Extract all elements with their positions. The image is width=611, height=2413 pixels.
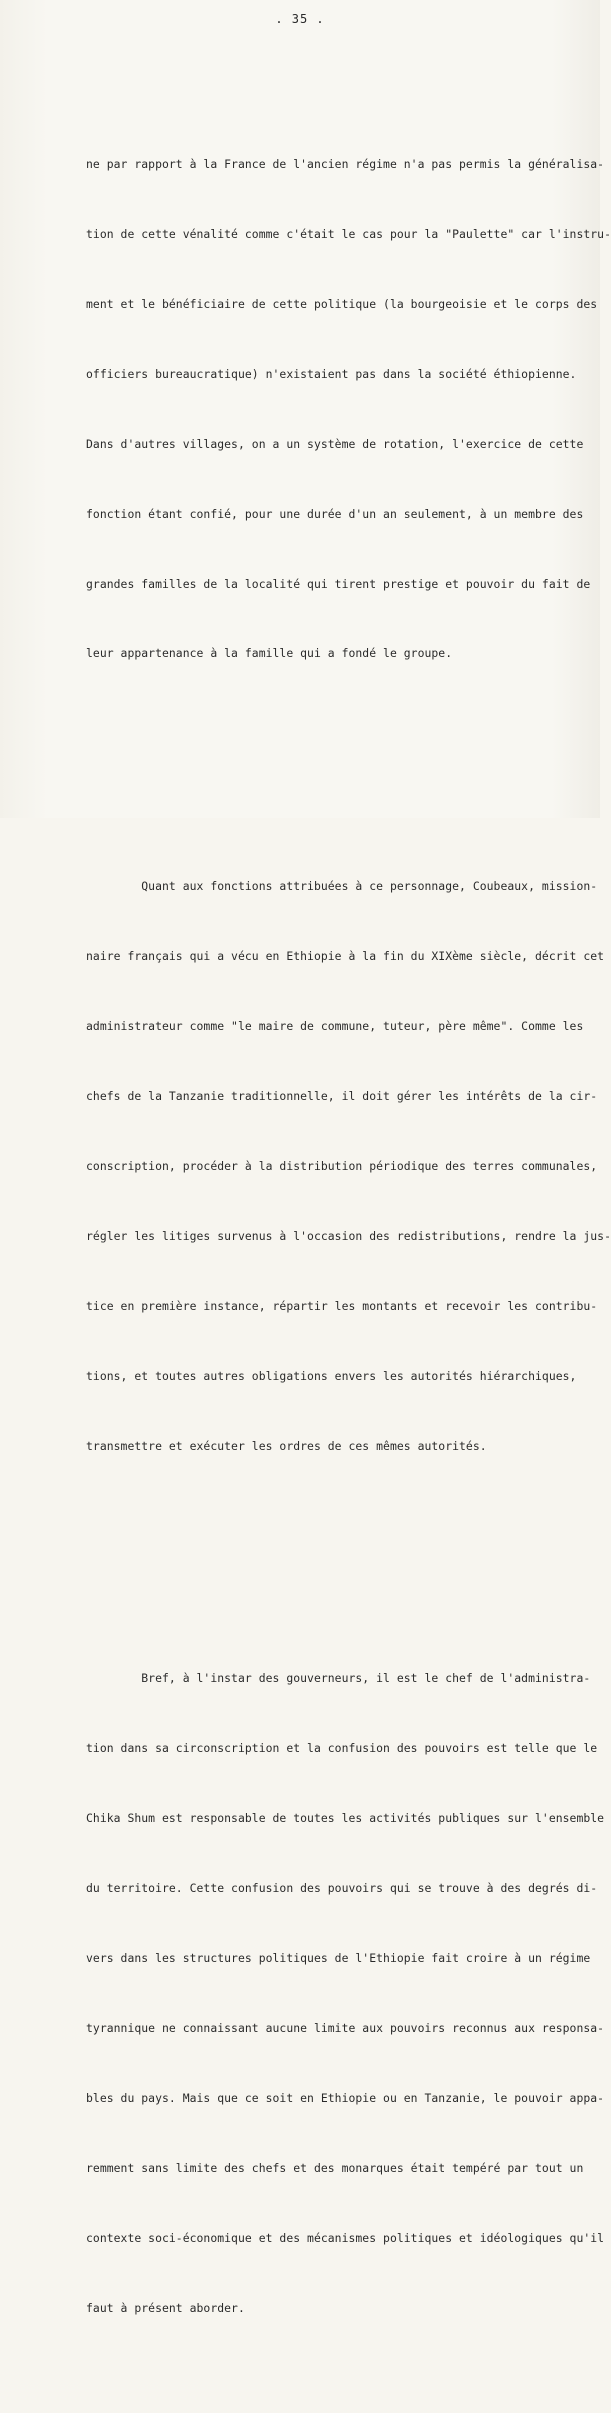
text-line: tyrannique ne connaissant aucune limite aux pouvoirs reconnus aux responsa- <box>86 2020 605 2035</box>
text-line: ment et le bénéficiaire de cette politique (la bourgeoisie et le corps des <box>86 296 598 311</box>
text-line: ne par rapport à la France de l'ancien régime n'a pas permis la généralisa- <box>86 157 605 172</box>
text-line: chefs de la Tanzanie traditionnelle, il doit gérer les intérêts de la cir- <box>86 1089 598 1104</box>
text-line: Chika Shum est responsable de toutes les activités publiques sur l'ensemble <box>86 1811 605 1826</box>
text-line: Quant aux fonctions attribuées à ce personnage, Coubeaux, mission- <box>86 879 598 894</box>
paragraph <box>86 1621 605 2367</box>
text-line: bles du pays. Mais que ce soit en Ethiopie ou en Tanzanie, le pouvoir appa- <box>86 2090 605 2105</box>
text-line: vers dans les structures politiques de l'Ethiopie fait croire à un régime <box>86 1951 591 1966</box>
text-line: officiers bureaucratique) n'existaient pas dans la société éthiopienne. <box>86 366 577 381</box>
text-line: Dans d'autres villages, on a un système de rotation, l'exercice de cette <box>86 436 584 451</box>
text-line: naire français qui a vécu en Ethiopie à la fin du XIXème siècle, décrit cet <box>86 949 605 964</box>
paragraph <box>86 107 611 713</box>
text-line: tions, et toutes autres obligations envers les autorités hiérarchiques, <box>86 1368 577 1383</box>
page-number: . 35 . <box>275 12 325 26</box>
paragraph <box>86 829 611 1505</box>
paragraph-gap <box>86 1551 566 1574</box>
body-text <box>86 60 611 2413</box>
text-line: remment sans limite des chefs et des monarques était tempéré par tout un <box>86 2160 584 2175</box>
text-line: grandes familles de la localité qui tirent prestige et pouvoir du fait de <box>86 576 591 591</box>
text-line: transmettre et exécuter les ordres de ces mêmes autorités. <box>86 1438 487 1453</box>
text-line: tice en première instance, répartir les montants et recevoir les contribu- <box>86 1298 598 1313</box>
text-line: fonction étant confié, pour une durée d'un an seulement, à un membre des <box>86 506 584 521</box>
text-line: régler les litiges survenus à l'occasion des redistributions, rendre la jus- <box>86 1228 611 1243</box>
text-line: tion de cette vénalité comme c'était le cas pour la "Paulette" car l'instru- <box>86 227 611 242</box>
text-line: leur appartenance à la famille qui a fondé le groupe. <box>86 646 453 661</box>
text-line: faut à présent aborder. <box>86 2300 245 2315</box>
text-line: contexte soci-économique et des mécanismes politiques et idéologiques qu'il <box>86 2230 605 2245</box>
text-line: conscription, procéder à la distribution périodique des terres communales, <box>86 1158 598 1173</box>
text-line: du territoire. Cette confusion des pouvoirs qui se trouve à des degrés di- <box>86 1881 598 1896</box>
text-line: tion dans sa circonscription et la confusion des pouvoirs est telle que le <box>86 1741 598 1756</box>
paragraph-gap <box>86 759 566 782</box>
text-line: administrateur comme "le maire de commune, tuteur, père même". Comme les <box>86 1019 584 1034</box>
text-line: Bref, à l'instar des gouverneurs, il est le chef de l'administra- <box>86 1671 591 1686</box>
